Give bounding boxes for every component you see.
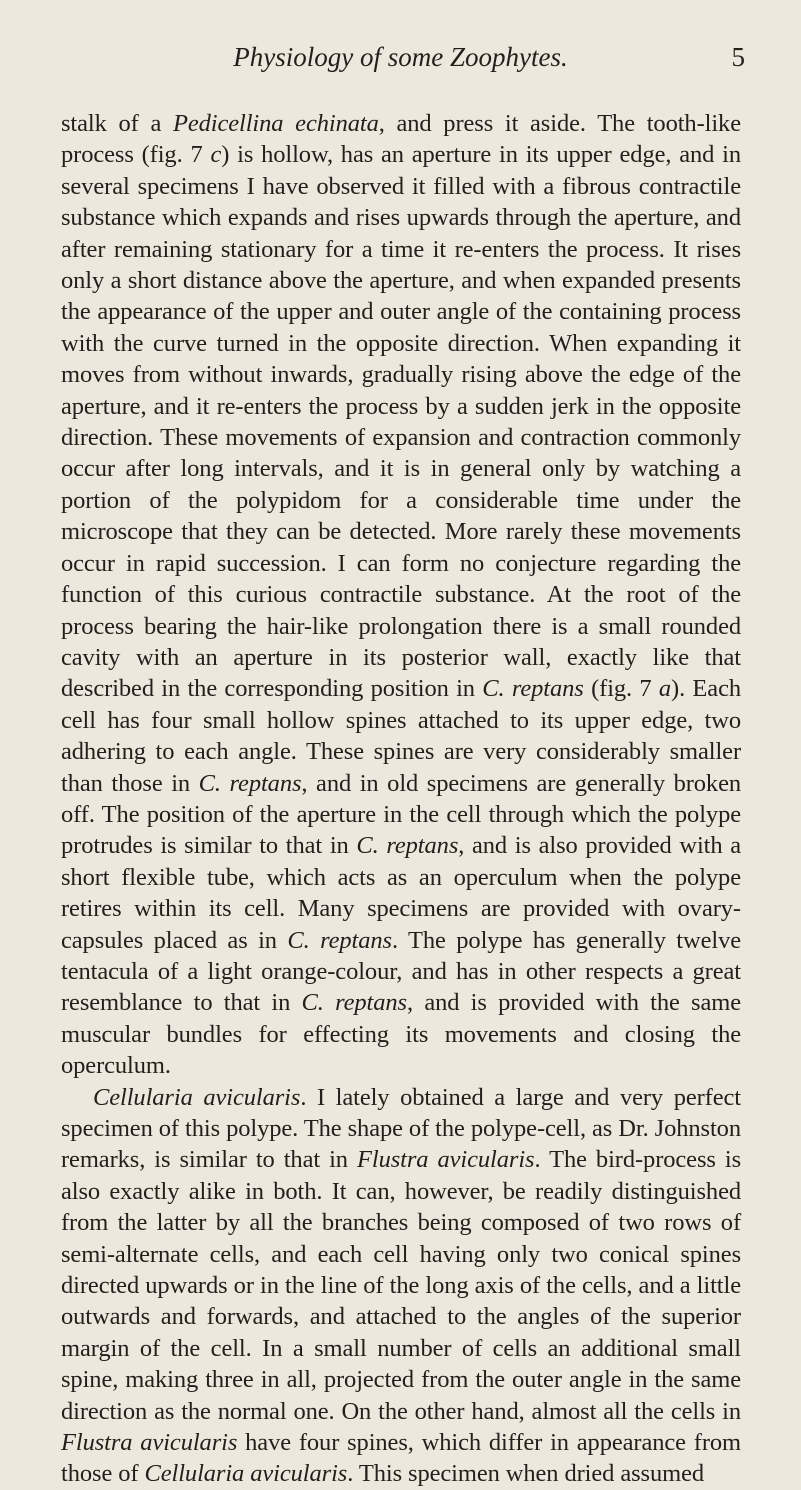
text-run: , and in old specimens are generally broken off. The position of the aperture in the cell through which the polype protrudes is similar to that in (61, 769, 741, 860)
italic-text: Cellularia avicularis (144, 1460, 348, 1488)
text-run: . I lately obtained a large and very perfect specimen of this polype. The shape of the polype-cell, as Dr. Johnston remarks, is similar to that in (61, 1083, 741, 1174)
body-text (61, 108, 741, 1490)
text-run: . The bird-process is also exactly alike in both. It can, however, be readily distinguished from the latter by all the branches being composed of two rows of semi-alternate cells, and each cell having only two conical spines directed upwards or in the line of the long axis of the cells, and a little outwards and forwards, and attached to the angles of the superior margin of the cell. In a small number of cells an additional small spine, making three in all, projected from the outer angle in the same direction as the normal one. On the other hand, almost all the cells in (61, 1146, 742, 1425)
italic-text: C. reptans (287, 926, 392, 954)
italic-text: a (658, 675, 672, 703)
italic-text: Cellularia avicularis (93, 1083, 301, 1111)
italic-text: Pedicellina echinata (172, 110, 379, 137)
text-run: , and press it aside. The tooth-like process (fig. 7 (61, 110, 741, 169)
text-run: ) is hollow, has an aperture in its upper edge, and in several specimens I have observed it filled with a fibrous contractile substance which expands and rises upwards through the aperture, and after remaining stationary for a time it re-enters the process. It rises only a short distance above the aperture, and when expanded presents the appearance of the upper and outer angle of the containing process with the curve turned in the opposite direction. When expanding it moves from without inwards, gradually rising above the edge of the aperture, and it re-enters the process by a sudden jerk in the opposite direction. These movements of expansion and contraction commonly occur after long intervals, and it is in general only by watching a portion of the polypidom for a considerable time under the microscope that they can be detected. More rarely these movements occur in rapid succession. I can form no conjecture regarding the function of this curious contractile substance. At the root of the process bearing the hair-like prolongation there is a small rounded cavity with an aperture in its posterior wall, exactly like that described in the corresponding position in (61, 141, 741, 703)
page-header (0, 42, 801, 82)
text-run: . The polype has generally twelve tentacula of a light orange-colour, and has in other respects a great resemblance to that in (61, 926, 741, 1017)
text-run: , and is also provided with a short flexible tube, which acts as an operculum when the polype retires within its cell. Many specimens are provided with ovary-capsules placed as in (61, 832, 741, 954)
paragraph-cellularia-avicularis (61, 1082, 741, 1490)
running-title: Physiology of some Zoophytes. (233, 42, 568, 72)
text-run: ). Each cell has four small hollow spines attached to its upper edge, two adhering to each angle. These spines are very considerably smaller than those in (61, 675, 741, 797)
paragraph-pedicellina (61, 108, 741, 1082)
italic-text: Flustra avicularis (357, 1146, 535, 1174)
italic-text: Flustra avicularis (61, 1429, 238, 1457)
italic-text: c (210, 141, 222, 169)
italic-text: C. reptans (198, 769, 302, 797)
text-run: , and is provided with the same muscular bundles for effecting its movements and closing the operculum. (61, 989, 741, 1080)
text-run: . This specimen when dried assumed (347, 1460, 705, 1488)
page-number: 5 (731, 42, 745, 72)
italic-text: C. reptans (482, 675, 584, 703)
text-run: have four spines, which differ in appearance from those of (61, 1429, 741, 1488)
italic-text: C. reptans (356, 832, 459, 860)
text-run: (fig. 7 (583, 675, 659, 703)
text-run: stalk of a (61, 110, 173, 137)
italic-text: C. reptans (301, 989, 407, 1017)
